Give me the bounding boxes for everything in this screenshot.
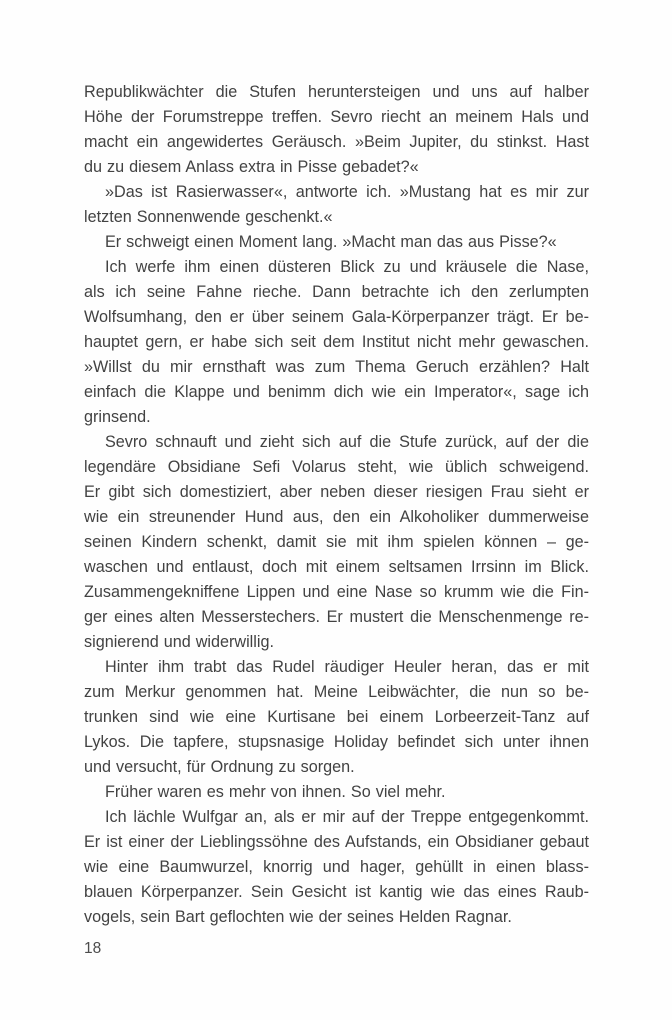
text-line: Zusammengekniffene Lippen und eine Nase so krumm wie die Fin- (84, 583, 589, 601)
text-line: Er ist einer der Lieblingssöhne des Aufstands, ein Obsidianer gebaut (84, 833, 589, 851)
text-line: Er gibt sich domestiziert, aber neben dieser riesigen Frau sieht er (84, 483, 589, 501)
text-line: seinen Kindern schenkt, damit sie mit ihm spielen können – ge- (84, 533, 589, 551)
text-line: Hinter ihm trabt das Rudel räudiger Heuler heran, das er mit (105, 658, 589, 676)
text-line: du zu diesem Anlass extra in Pisse gebadet?« (84, 158, 419, 176)
paragraph (84, 80, 589, 180)
text-line: »Das ist Rasierwasser«, antworte ich. »Mustang hat es mir zur (105, 183, 589, 201)
text-line: wie ein streunender Hund aus, den ein Alkoholiker dummerweise (84, 508, 589, 526)
text-line: legendäre Obsidiane Sefi Volarus steht, wie üblich schweigend. (84, 458, 589, 476)
text-line: ger eines alten Messerstechers. Er mustert die Menschenmenge re- (84, 608, 589, 626)
paragraph (84, 255, 589, 430)
text-line: Höhe der Forumstreppe treffen. Sevro riecht an meinem Hals und (84, 108, 589, 126)
text-line: Früher waren es mehr von ihnen. So viel mehr. (105, 783, 446, 801)
text-line: Ich lächle Wulfgar an, als er mir auf der Treppe entgegenkommt. (105, 808, 589, 826)
text-line: letzten Sonnenwende geschenkt.« (84, 208, 333, 226)
text-line: waschen und entlaust, doch mit einem seltsamen Irrsinn im Blick. (84, 558, 589, 576)
text-line: Lykos. Die tapfere, stupsnasige Holiday befindet sich unter ihnen (84, 733, 589, 751)
page-number: 18 (84, 940, 102, 957)
text-line: wie eine Baumwurzel, knorrig und hager, gehüllt in einen blass- (84, 858, 589, 876)
text-line: Sevro schnauft und zieht sich auf die Stufe zurück, auf der die (105, 433, 589, 451)
text-line: trunken sind wie eine Kurtisane bei einem Lorbeerzeit-Tanz auf (84, 708, 589, 726)
paragraph (84, 430, 589, 655)
text-line: einfach die Klappe und benimm dich wie ein Imperator«, sage ich (84, 383, 589, 401)
text-line: macht ein angewidertes Geräusch. »Beim Jupiter, du stinkst. Hast (84, 133, 589, 151)
text-line: blauen Körperpanzer. Sein Gesicht ist kantig wie das eines Raub- (84, 883, 589, 901)
text-line: signierend und widerwillig. (84, 633, 274, 651)
text-line: und versucht, für Ordnung zu sorgen. (84, 758, 355, 776)
text-line: »Willst du mir ernsthaft was zum Thema Geruch erzählen? Halt (84, 358, 589, 376)
text-line: Republikwächter die Stufen heruntersteigen und uns auf halber (84, 83, 589, 101)
text-line: Wolfsumhang, den er über seinem Gala-Körperpanzer trägt. Er be- (84, 308, 589, 326)
text-line: als ich seine Fahne rieche. Dann betrachte ich den zerlumpten (84, 283, 589, 301)
paragraph (84, 230, 589, 255)
paragraph (84, 180, 589, 230)
text-line: grinsend. (84, 408, 151, 426)
text-line: Er schweigt einen Moment lang. »Macht man das aus Pisse?« (105, 233, 557, 251)
paragraph (84, 805, 589, 930)
body-text (84, 80, 589, 930)
text-line: zum Merkur genommen hat. Meine Leibwächter, die nun so be- (84, 683, 589, 701)
paragraph (84, 655, 589, 780)
text-line: hauptet gern, er habe sich seit dem Institut nicht mehr gewaschen. (84, 333, 589, 351)
text-line: Ich werfe ihm einen düsteren Blick zu und kräusele die Nase, (105, 258, 589, 276)
text-line: vogels, sein Bart geflochten wie der seines Helden Ragnar. (84, 908, 512, 926)
paragraph (84, 780, 589, 805)
